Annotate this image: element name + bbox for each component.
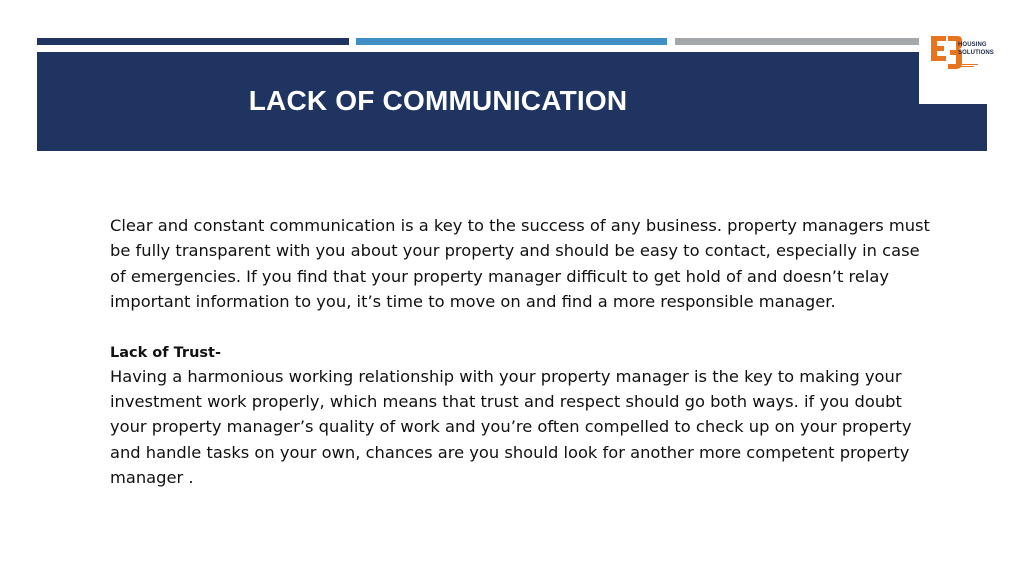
paragraph-communication: Clear and constant communication is a key to the success of any business. property managers must be fully transparent with you about your property and should be easy to contact, especially in case of emergencies. If you find that your property manager difficult to get hold of and doesn’t relay important information to you, it’s time to move on and find a more responsible manager.	[110, 216, 930, 312]
accent-stripe-gray	[675, 38, 919, 45]
paragraph-spacer	[110, 315, 940, 342]
title-banner	[37, 52, 987, 151]
slide-body	[110, 213, 940, 491]
paragraph-trust: Having a harmonious working relationship with your property manager is the key to making your investment work properly, which means that trust and respect should go both ways. if you doubt your property manager’s quality of work and you’re often compelled to check up on your property and handle tasks on your own, chances are you should look for another more competent property manager .	[110, 366, 912, 488]
subheading-lack-of-trust: Lack of Trust-	[110, 344, 221, 361]
accent-stripe-blue	[356, 38, 667, 45]
accent-stripe-navy	[37, 38, 349, 45]
logo-text-housing: HOUSING	[958, 42, 987, 48]
slide-title-text: LACK OF COMMUNICATION	[248, 84, 628, 116]
logo-text-solutions: SOLUTIONS	[958, 50, 994, 56]
